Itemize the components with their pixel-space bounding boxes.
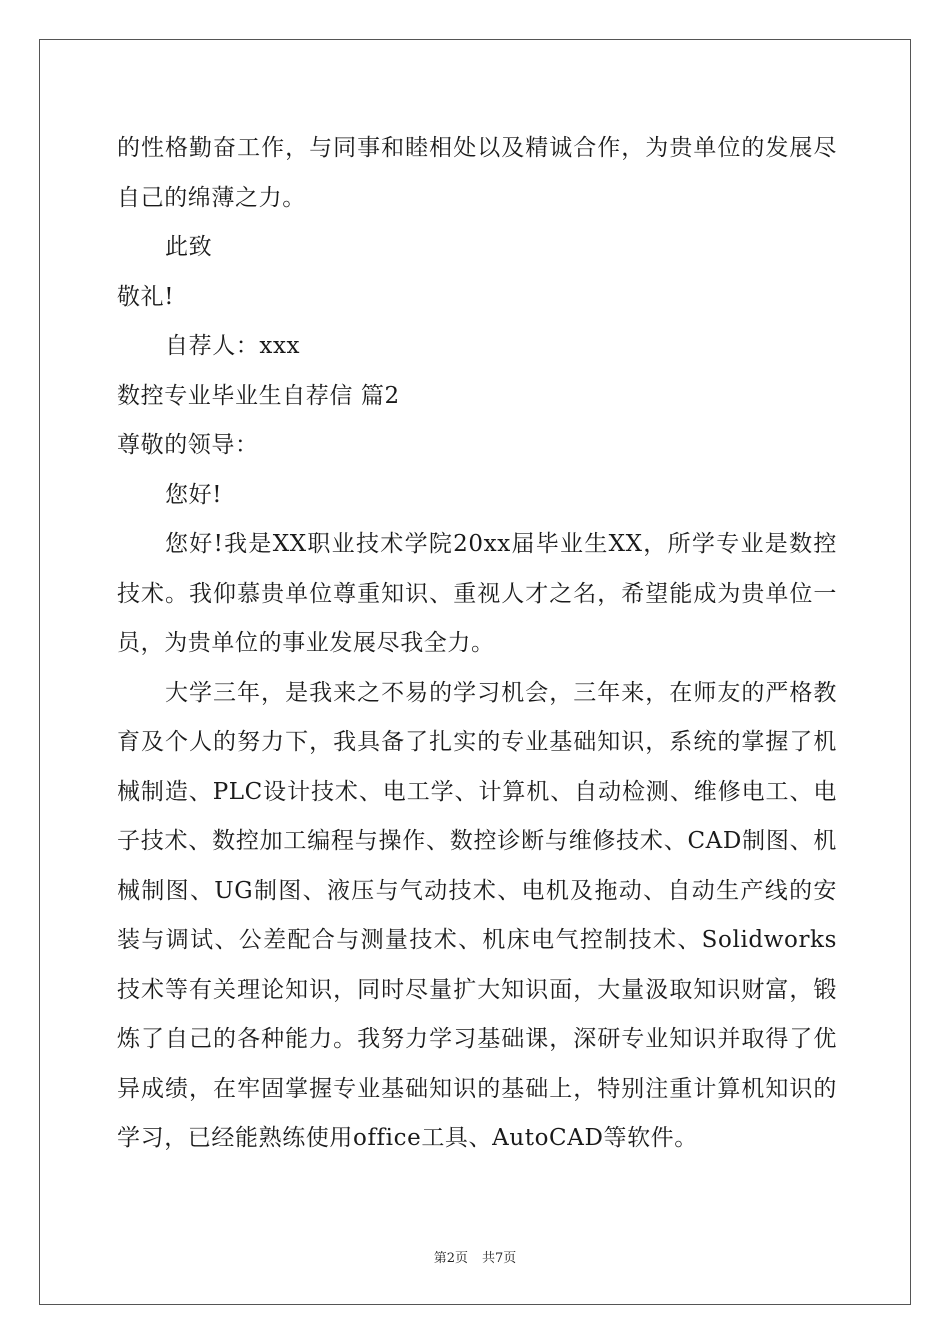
section-title: 数控专业毕业生自荐信 篇2 [117,382,400,409]
salutation: 尊敬的领导： [117,432,259,458]
page-total: 共7页 [482,1251,517,1266]
document-body [117,124,837,1164]
continuation-paragraph: 的性格勤奋工作，与同事和睦相处以及精诚合作，为贵单位的发展尽自己的绵薄之力。 [117,135,837,211]
page-footer [0,1247,950,1266]
body-paragraph: 您好!我是XX职业技术学院20xx届毕业生XX，所学专业是数控技术。我仰慕贵单位尊重知识、重视人才之名，希望能成为贵单位一员，为贵单位的事业发展尽我全力。 [117,531,837,656]
closing-line: 此致 [165,234,213,260]
greeting: 您好! [165,481,223,508]
page-number: 第2页 [433,1251,468,1266]
body-paragraph: 大学三年，是我来之不易的学习机会，三年来，在师友的严格教育及个人的努力下，我具备了扎实的专业基础知识，系统的掌握了机械制造、PLC设计技术、电工学、计算机、自动检测、维修电工、电子技术、数控加工编程与操作、数控诊断与维修技术、CAD制图、机械制图、UG制图、液压与气动技术、电机及拖动、自动生产线的安装与调试、公差配合与测量技术、机床电气控制技术、Solidworks技术等有关理论知识，同时尽量扩大知识面，大量汲取知识财富，锻炼了自己的各种能力。我努力学习基础课，深研专业知识并取得了优异成绩，在牢固掌握专业基础知识的基础上，特别注重计算机知识的学习，已经能熟练使用office工具、AutoCAD等软件。 [117,679,837,1151]
closing-salute: 敬礼! [117,283,175,310]
signature-line: 自荐人：xxx [165,333,301,359]
